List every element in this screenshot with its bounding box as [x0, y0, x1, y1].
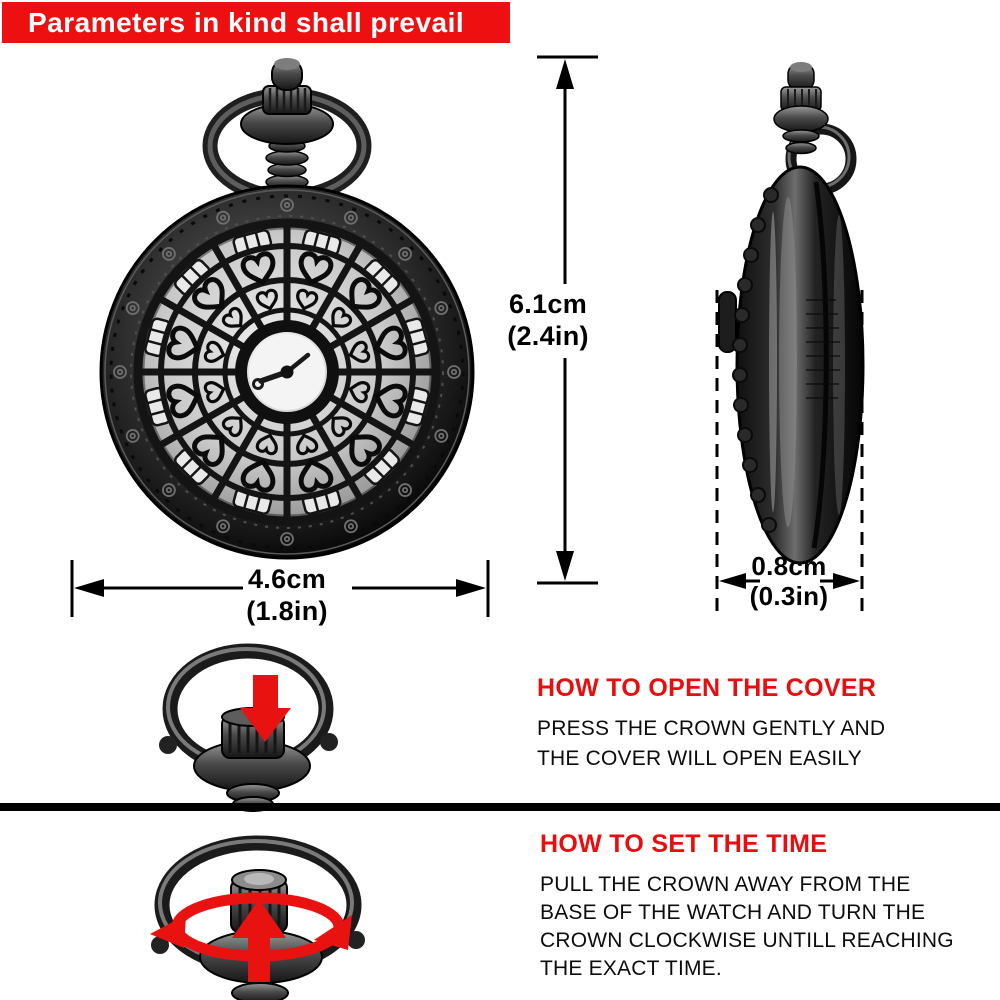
- thickness-dimension-label: [714, 551, 864, 611]
- width-inch: (1.8in): [246, 596, 328, 626]
- pocket-watch-side-illustration: [719, 62, 863, 563]
- set-time-line-1: PULL THE CROWN AWAY FROM THE: [540, 873, 911, 896]
- crown-turn-illustration: [150, 841, 365, 1000]
- section-open-cover-text: [537, 714, 885, 774]
- open-cover-line-1: PRESS THE CROWN GENTLY AND: [537, 717, 886, 740]
- section-open-cover-title: HOW TO OPEN THE COVER: [537, 674, 877, 702]
- thickness-inch: (0.3in): [749, 581, 829, 611]
- crown-press-illustration: [159, 649, 338, 811]
- set-time-line-3: CROWN CLOCKWISE UNTILL REACHING: [540, 929, 954, 952]
- height-inch: (2.4in): [507, 321, 589, 351]
- set-time-line-2: BASE OF THE WATCH AND TURN THE: [540, 901, 926, 924]
- section-divider: [0, 803, 1000, 811]
- width-dimension-label: [212, 563, 362, 627]
- pocket-watch-front-illustration: [101, 58, 473, 558]
- width-cm: 4.6cm: [247, 564, 327, 594]
- section-set-time-title: HOW TO SET THE TIME: [540, 830, 828, 858]
- dial-center: [241, 326, 333, 418]
- section-set-time-text: [540, 871, 954, 983]
- height-dimension-label: [498, 288, 598, 352]
- top-banner: [2, 2, 510, 43]
- open-cover-line-2: THE COVER WILL OPEN EASILY: [537, 747, 862, 770]
- height-cm: 6.1cm: [508, 289, 588, 319]
- set-time-line-4: THE EXACT TIME.: [540, 957, 722, 980]
- thickness-cm: 0.8cm: [751, 551, 827, 581]
- banner-text: Parameters in kind shall prevail: [28, 6, 465, 38]
